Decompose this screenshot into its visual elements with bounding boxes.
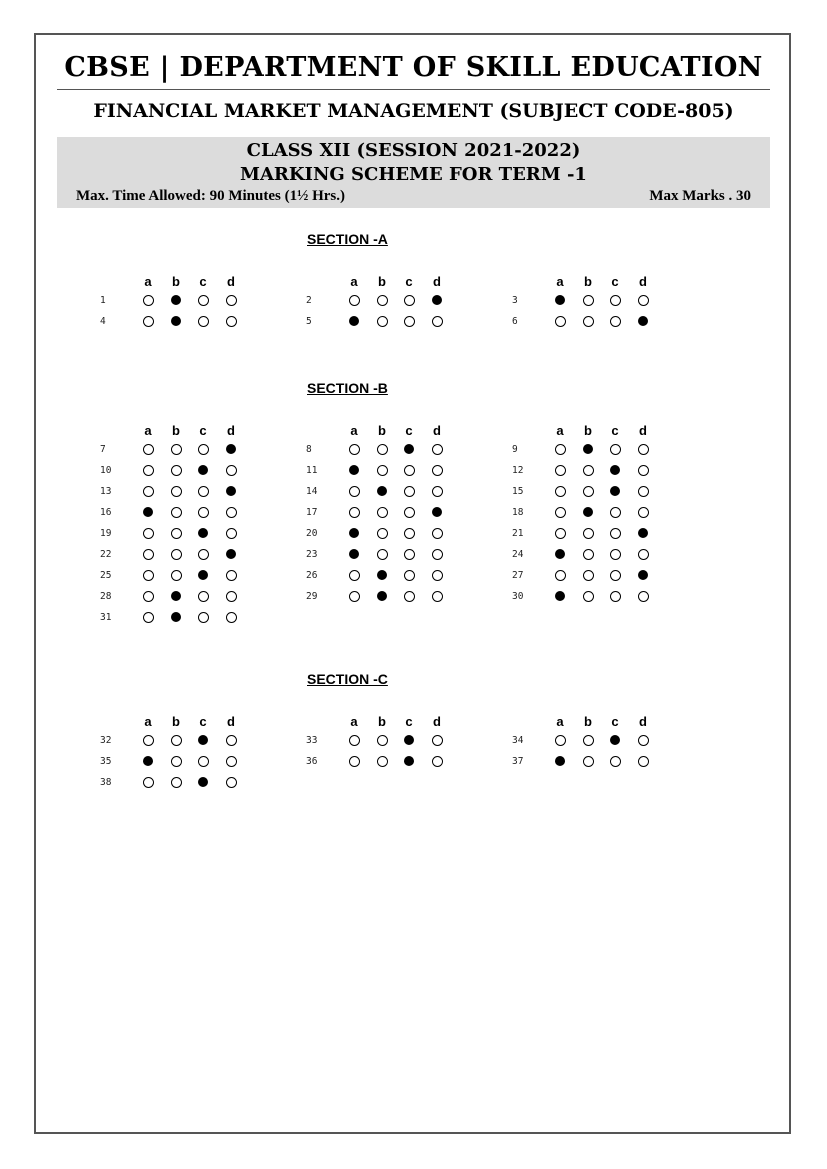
answer-bubble-empty xyxy=(610,295,621,306)
option-header-d: d xyxy=(639,423,647,438)
option-header-b: b xyxy=(378,714,386,729)
question-number: 7 xyxy=(100,444,106,455)
question-number: 24 xyxy=(512,549,524,560)
answer-bubble-filled xyxy=(610,486,620,496)
question-number: 18 xyxy=(512,507,524,518)
option-header-d: d xyxy=(227,714,235,729)
option-header-c: c xyxy=(405,274,413,289)
answer-bubble-filled xyxy=(638,570,648,580)
answer-bubble-empty xyxy=(349,570,360,581)
answer-bubble-empty xyxy=(638,549,649,560)
answer-bubble-empty xyxy=(226,570,237,581)
answer-bubble-empty xyxy=(432,756,443,767)
answer-bubble-empty xyxy=(432,486,443,497)
option-header-a: a xyxy=(350,423,358,438)
answer-bubble-empty xyxy=(143,549,154,560)
question-number: 21 xyxy=(512,528,524,539)
question-number: 32 xyxy=(100,735,112,746)
subject-title: FINANCIAL MARKET MANAGEMENT (SUBJECT CODE-805) xyxy=(93,100,734,122)
answer-bubble-empty xyxy=(171,735,182,746)
answer-bubble-filled xyxy=(555,591,565,601)
answer-bubble-empty xyxy=(610,316,621,327)
answer-bubble-empty xyxy=(377,465,388,476)
question-number: 8 xyxy=(306,444,312,455)
answer-bubble-empty xyxy=(638,735,649,746)
answer-bubble-empty xyxy=(198,486,209,497)
answer-bubble-empty xyxy=(432,444,443,455)
option-header-d: d xyxy=(433,423,441,438)
answer-bubble-empty xyxy=(377,316,388,327)
question-number: 14 xyxy=(306,486,318,497)
question-number: 35 xyxy=(100,756,112,767)
answer-bubble-empty xyxy=(198,756,209,767)
question-number: 29 xyxy=(306,591,318,602)
option-header-c: c xyxy=(199,423,207,438)
answer-bubble-empty xyxy=(349,444,360,455)
answer-bubble-empty xyxy=(555,735,566,746)
answer-bubble-empty xyxy=(432,591,443,602)
question-number: 10 xyxy=(100,465,112,476)
option-header-b: b xyxy=(172,714,180,729)
class-session: CLASS XII (SESSION 2021-2022) xyxy=(246,140,581,161)
question-number: 9 xyxy=(512,444,518,455)
answer-bubble-empty xyxy=(432,570,443,581)
option-header-d: d xyxy=(433,274,441,289)
option-header-d: d xyxy=(639,714,647,729)
option-header-b: b xyxy=(584,423,592,438)
answer-bubble-empty xyxy=(349,486,360,497)
answer-bubble-empty xyxy=(404,295,415,306)
question-number: 28 xyxy=(100,591,112,602)
option-header-c: c xyxy=(611,714,619,729)
answer-bubble-empty xyxy=(610,444,621,455)
answer-bubble-empty xyxy=(583,295,594,306)
answer-bubble-empty xyxy=(404,465,415,476)
answer-bubble-empty xyxy=(610,507,621,518)
question-number: 2 xyxy=(306,295,312,306)
answer-bubble-empty xyxy=(638,486,649,497)
answer-bubble-empty xyxy=(171,465,182,476)
answer-bubble-empty xyxy=(143,612,154,623)
answer-bubble-empty xyxy=(226,295,237,306)
answer-bubble-empty xyxy=(377,507,388,518)
option-header-b: b xyxy=(584,274,592,289)
option-header-a: a xyxy=(350,274,358,289)
answer-bubble-empty xyxy=(583,570,594,581)
answer-bubble-empty xyxy=(226,612,237,623)
answer-bubble-empty xyxy=(432,316,443,327)
answer-bubble-empty xyxy=(432,465,443,476)
option-header-a: a xyxy=(556,274,564,289)
question-number: 17 xyxy=(306,507,318,518)
answer-bubble-empty xyxy=(377,549,388,560)
answer-bubble-empty xyxy=(377,735,388,746)
answer-bubble-empty xyxy=(349,735,360,746)
answer-bubble-filled xyxy=(349,316,359,326)
answer-bubble-filled xyxy=(198,465,208,475)
answer-bubble-empty xyxy=(171,756,182,767)
answer-bubble-empty xyxy=(610,528,621,539)
question-number: 11 xyxy=(306,465,318,476)
answer-bubble-empty xyxy=(610,570,621,581)
answer-bubble-empty xyxy=(404,591,415,602)
answer-bubble-empty xyxy=(583,756,594,767)
answer-bubble-filled xyxy=(349,465,359,475)
answer-bubble-filled xyxy=(432,507,442,517)
answer-bubble-filled xyxy=(404,756,414,766)
answer-bubble-empty xyxy=(226,507,237,518)
option-header-d: d xyxy=(433,714,441,729)
question-number: 26 xyxy=(306,570,318,581)
answer-bubble-empty xyxy=(349,295,360,306)
question-number: 37 xyxy=(512,756,524,767)
answer-bubble-filled xyxy=(638,528,648,538)
answer-bubble-empty xyxy=(583,316,594,327)
answer-bubble-empty xyxy=(404,486,415,497)
answer-bubble-empty xyxy=(171,570,182,581)
option-header-d: d xyxy=(227,274,235,289)
answer-bubble-filled xyxy=(198,777,208,787)
option-header-c: c xyxy=(199,714,207,729)
answer-bubble-empty xyxy=(377,528,388,539)
answer-bubble-empty xyxy=(171,777,182,788)
section-title: SECTION -A xyxy=(307,231,388,247)
answer-bubble-filled xyxy=(583,507,593,517)
answer-bubble-empty xyxy=(143,444,154,455)
answer-bubble-empty xyxy=(171,486,182,497)
answer-bubble-filled xyxy=(638,316,648,326)
answer-bubble-empty xyxy=(226,528,237,539)
question-number: 20 xyxy=(306,528,318,539)
section-title: SECTION -C xyxy=(307,671,388,687)
answer-bubble-empty xyxy=(610,756,621,767)
answer-bubble-empty xyxy=(226,316,237,327)
question-number: 3 xyxy=(512,295,518,306)
option-header-c: c xyxy=(199,274,207,289)
max-marks: Max Marks . 30 xyxy=(649,188,751,204)
answer-bubble-filled xyxy=(377,591,387,601)
question-number: 34 xyxy=(512,735,524,746)
question-number: 22 xyxy=(100,549,112,560)
answer-bubble-empty xyxy=(583,591,594,602)
option-header-d: d xyxy=(227,423,235,438)
question-number: 1 xyxy=(100,295,106,306)
answer-bubble-empty xyxy=(555,507,566,518)
answer-bubble-empty xyxy=(143,570,154,581)
question-number: 23 xyxy=(306,549,318,560)
question-number: 15 xyxy=(512,486,524,497)
answer-bubble-empty xyxy=(638,507,649,518)
question-number: 16 xyxy=(100,507,112,518)
answer-bubble-empty xyxy=(555,570,566,581)
question-number: 19 xyxy=(100,528,112,539)
option-header-b: b xyxy=(378,423,386,438)
question-number: 4 xyxy=(100,316,106,327)
answer-bubble-filled xyxy=(349,549,359,559)
option-header-a: a xyxy=(556,423,564,438)
answer-bubble-empty xyxy=(404,570,415,581)
answer-bubble-empty xyxy=(198,507,209,518)
answer-bubble-filled xyxy=(171,591,181,601)
answer-bubble-filled xyxy=(432,295,442,305)
answer-bubble-filled xyxy=(198,570,208,580)
option-header-a: a xyxy=(556,714,564,729)
answer-bubble-filled xyxy=(171,612,181,622)
answer-bubble-empty xyxy=(583,486,594,497)
answer-bubble-empty xyxy=(226,735,237,746)
option-header-c: c xyxy=(611,274,619,289)
answer-bubble-filled xyxy=(404,735,414,745)
answer-bubble-filled xyxy=(555,756,565,766)
answer-bubble-filled xyxy=(226,549,236,559)
answer-bubble-empty xyxy=(226,465,237,476)
answer-bubble-empty xyxy=(583,549,594,560)
answer-bubble-empty xyxy=(432,549,443,560)
answer-bubble-filled xyxy=(171,295,181,305)
option-header-c: c xyxy=(611,423,619,438)
answer-bubble-empty xyxy=(638,465,649,476)
answer-bubble-empty xyxy=(610,549,621,560)
answer-bubble-empty xyxy=(171,549,182,560)
question-number: 36 xyxy=(306,756,318,767)
answer-bubble-empty xyxy=(555,444,566,455)
answer-bubble-filled xyxy=(555,549,565,559)
answer-bubble-empty xyxy=(638,756,649,767)
answer-bubble-empty xyxy=(555,465,566,476)
answer-bubble-empty xyxy=(583,528,594,539)
answer-bubble-empty xyxy=(143,295,154,306)
answer-bubble-empty xyxy=(198,612,209,623)
answer-bubble-empty xyxy=(226,591,237,602)
option-header-c: c xyxy=(405,423,413,438)
question-number: 25 xyxy=(100,570,112,581)
answer-bubble-empty xyxy=(143,735,154,746)
answer-bubble-empty xyxy=(404,549,415,560)
question-number: 13 xyxy=(100,486,112,497)
answer-bubble-filled xyxy=(404,444,414,454)
answer-bubble-filled xyxy=(226,486,236,496)
answer-bubble-empty xyxy=(555,528,566,539)
option-header-b: b xyxy=(172,423,180,438)
answer-bubble-filled xyxy=(226,444,236,454)
answer-bubble-empty xyxy=(377,756,388,767)
marking-scheme-title: MARKING SCHEME FOR TERM -1 xyxy=(240,164,587,185)
answer-bubble-empty xyxy=(143,591,154,602)
answer-bubble-empty xyxy=(638,591,649,602)
answer-bubble-empty xyxy=(143,316,154,327)
answer-bubble-empty xyxy=(404,507,415,518)
answer-bubble-empty xyxy=(198,295,209,306)
answer-bubble-empty xyxy=(638,295,649,306)
option-header-b: b xyxy=(378,274,386,289)
answer-bubble-empty xyxy=(349,507,360,518)
answer-bubble-empty xyxy=(377,295,388,306)
answer-bubble-empty xyxy=(349,756,360,767)
section-title: SECTION -B xyxy=(307,380,388,396)
answer-bubble-empty xyxy=(555,486,566,497)
answer-bubble-filled xyxy=(171,316,181,326)
answer-bubble-empty xyxy=(226,777,237,788)
option-header-a: a xyxy=(144,714,152,729)
answer-bubble-empty xyxy=(583,465,594,476)
answer-bubble-filled xyxy=(143,507,153,517)
answer-bubble-empty xyxy=(226,756,237,767)
answer-bubble-filled xyxy=(377,486,387,496)
option-header-a: a xyxy=(144,423,152,438)
answer-bubble-empty xyxy=(171,444,182,455)
option-header-c: c xyxy=(405,714,413,729)
answer-bubble-filled xyxy=(198,528,208,538)
question-number: 31 xyxy=(100,612,112,623)
answer-bubble-filled xyxy=(555,295,565,305)
title-divider xyxy=(57,89,770,90)
question-number: 27 xyxy=(512,570,524,581)
exam-info-band xyxy=(57,137,770,208)
option-header-a: a xyxy=(350,714,358,729)
answer-bubble-empty xyxy=(432,528,443,539)
answer-bubble-empty xyxy=(171,528,182,539)
question-number: 6 xyxy=(512,316,518,327)
answer-bubble-filled xyxy=(377,570,387,580)
answer-bubble-filled xyxy=(143,756,153,766)
answer-bubble-empty xyxy=(555,316,566,327)
question-number: 38 xyxy=(100,777,112,788)
max-time-allowed: Max. Time Allowed: 90 Minutes (1½ Hrs.) xyxy=(76,188,346,204)
question-number: 30 xyxy=(512,591,524,602)
page-title: CBSE | DEPARTMENT OF SKILL EDUCATION xyxy=(64,52,763,83)
answer-bubble-empty xyxy=(198,444,209,455)
answer-bubble-empty xyxy=(143,465,154,476)
option-header-a: a xyxy=(144,274,152,289)
question-number: 5 xyxy=(306,316,312,327)
answer-bubble-filled xyxy=(610,735,620,745)
answer-bubble-empty xyxy=(143,528,154,539)
answer-bubble-empty xyxy=(404,528,415,539)
answer-bubble-filled xyxy=(198,735,208,745)
answer-bubble-empty xyxy=(404,316,415,327)
answer-bubble-empty xyxy=(349,591,360,602)
answer-bubble-empty xyxy=(377,444,388,455)
answer-bubble-filled xyxy=(349,528,359,538)
question-number: 33 xyxy=(306,735,318,746)
answer-bubble-filled xyxy=(610,465,620,475)
option-header-b: b xyxy=(584,714,592,729)
answer-bubble-empty xyxy=(583,735,594,746)
answer-bubble-empty xyxy=(638,444,649,455)
answer-bubble-empty xyxy=(143,486,154,497)
answer-bubble-filled xyxy=(583,444,593,454)
answer-bubble-empty xyxy=(198,549,209,560)
answer-bubble-empty xyxy=(610,591,621,602)
answer-bubble-empty xyxy=(432,735,443,746)
option-header-b: b xyxy=(172,274,180,289)
answer-bubble-empty xyxy=(143,777,154,788)
answer-bubble-empty xyxy=(198,591,209,602)
answer-bubble-empty xyxy=(171,507,182,518)
option-header-d: d xyxy=(639,274,647,289)
answer-bubble-empty xyxy=(198,316,209,327)
question-number: 12 xyxy=(512,465,524,476)
